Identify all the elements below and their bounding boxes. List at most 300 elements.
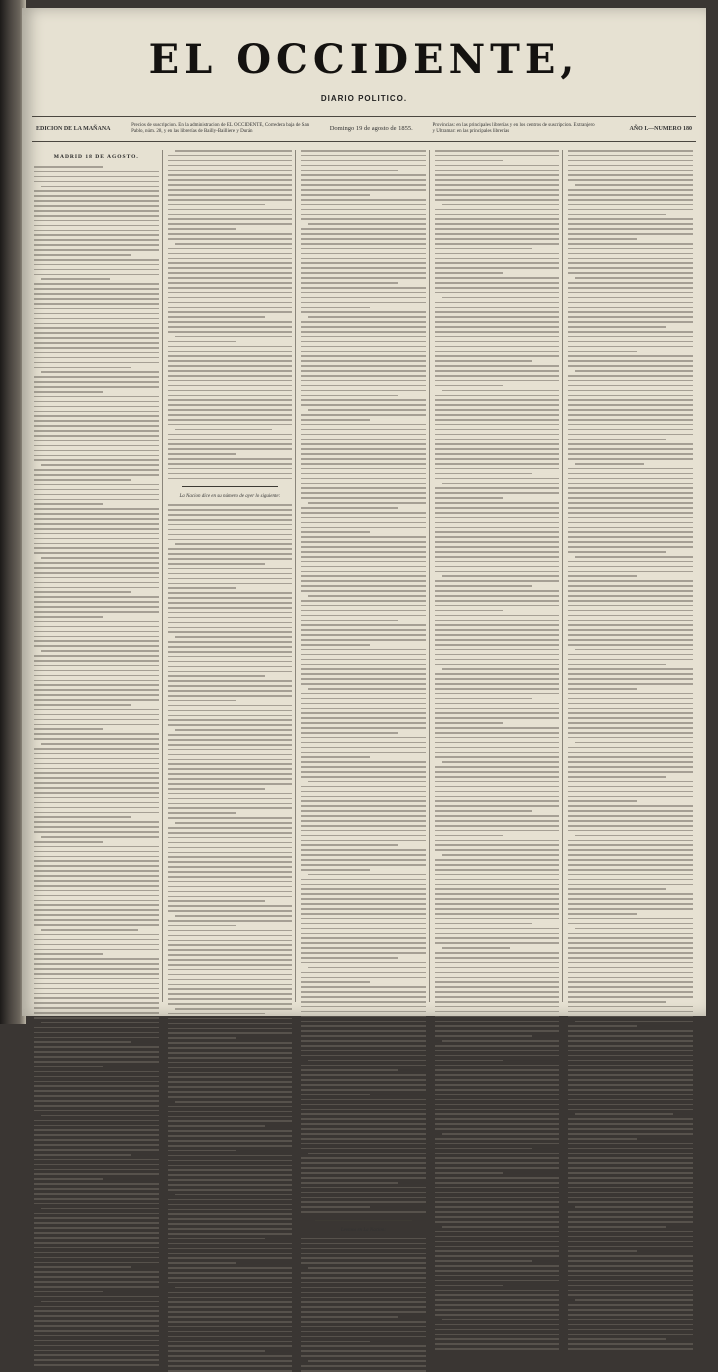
text-line	[308, 409, 426, 411]
text-line	[34, 841, 103, 843]
text-line	[34, 699, 159, 701]
text-line	[168, 1032, 293, 1034]
text-line	[168, 189, 293, 191]
text-line	[568, 590, 693, 592]
text-line	[34, 1335, 159, 1337]
text-line	[435, 1065, 560, 1067]
text-line	[301, 1331, 426, 1333]
text-line	[34, 1154, 131, 1156]
text-line	[301, 908, 426, 910]
text-line	[168, 282, 293, 284]
text-line	[34, 665, 159, 667]
text-line	[435, 223, 560, 225]
text-line	[568, 1104, 693, 1106]
text-line	[568, 952, 693, 954]
text-line	[168, 1116, 293, 1118]
text-line	[435, 879, 560, 881]
text-line	[34, 415, 159, 417]
text-line	[435, 160, 504, 162]
text-line	[34, 997, 159, 999]
text-line	[168, 759, 293, 761]
text-line	[34, 860, 159, 862]
text-line	[435, 1236, 560, 1238]
text-line	[568, 1001, 665, 1003]
text-line	[168, 1350, 265, 1352]
text-line	[301, 551, 426, 553]
text-line	[301, 898, 426, 900]
text-line	[568, 1069, 693, 1071]
text-line	[435, 375, 560, 377]
text-line	[568, 1246, 693, 1248]
text-line	[168, 1257, 293, 1259]
text-line	[568, 282, 693, 284]
text-line	[34, 259, 159, 261]
text-line	[301, 615, 426, 617]
text-line	[34, 1188, 159, 1190]
text-line	[301, 1365, 426, 1367]
text-line	[168, 1086, 293, 1088]
text-line	[301, 1104, 426, 1106]
text-line	[34, 1095, 159, 1097]
text-line	[301, 673, 426, 675]
text-line	[568, 1236, 693, 1238]
text-line	[34, 1046, 159, 1048]
text-line	[34, 694, 159, 696]
text-line	[435, 1016, 560, 1018]
text-line	[435, 360, 532, 362]
text-line	[435, 243, 560, 245]
text-line	[168, 267, 293, 269]
text-line	[34, 523, 159, 525]
text-line	[301, 194, 370, 196]
text-line	[568, 747, 693, 749]
text-line	[435, 942, 560, 944]
text-line	[435, 1201, 560, 1203]
text-line	[568, 854, 693, 856]
text-line	[34, 1271, 159, 1273]
text-line	[568, 223, 693, 225]
text-line	[34, 978, 159, 980]
text-line	[168, 984, 293, 986]
text-line	[34, 1012, 159, 1014]
text-line	[301, 443, 426, 445]
text-line	[568, 267, 693, 269]
text-line	[435, 341, 560, 343]
text-line	[301, 512, 426, 514]
text-line	[301, 727, 426, 729]
text-line	[568, 712, 693, 714]
text-line	[568, 986, 693, 988]
text-line	[168, 1321, 293, 1323]
text-line	[34, 753, 159, 755]
text-line	[568, 1123, 693, 1125]
text-line	[568, 840, 693, 842]
text-line	[168, 744, 293, 746]
text-line	[568, 668, 693, 670]
text-line	[301, 605, 426, 607]
text-line	[34, 826, 159, 828]
text-line	[568, 1055, 693, 1057]
text-line	[301, 531, 370, 533]
text-line	[568, 497, 693, 499]
text-line	[568, 1182, 693, 1184]
text-line	[435, 331, 560, 333]
text-line	[435, 796, 560, 798]
text-line	[435, 434, 560, 436]
text-line	[568, 664, 665, 666]
text-line	[168, 1311, 293, 1313]
text-line	[34, 552, 159, 554]
text-line	[168, 548, 293, 550]
text-line	[168, 597, 293, 599]
text-line	[168, 1067, 293, 1069]
text-line	[34, 323, 159, 325]
text-line	[568, 869, 693, 871]
subscription-points: Provincias: en las principales librerías y en los centros de suscripcion. Extranjero y Ultramar: en las principales librerías	[432, 123, 595, 134]
text-line	[568, 1045, 693, 1047]
text-line	[34, 719, 159, 721]
text-line	[442, 947, 511, 949]
text-line	[34, 1183, 159, 1185]
text-line	[34, 1350, 159, 1352]
text-line	[301, 815, 426, 817]
text-line	[34, 792, 159, 794]
text-line	[168, 1047, 293, 1049]
text-line	[168, 1150, 237, 1152]
text-line	[34, 293, 159, 295]
text-line	[435, 1060, 504, 1062]
text-line	[41, 743, 159, 745]
text-line	[34, 895, 159, 897]
text-line	[435, 1221, 560, 1223]
text-line	[568, 424, 693, 426]
text-line	[168, 935, 293, 937]
text-line	[568, 1074, 693, 1076]
text-line	[168, 297, 293, 299]
text-line	[301, 1079, 426, 1081]
text-line	[168, 1037, 237, 1039]
text-line	[568, 414, 693, 416]
text-line	[301, 424, 426, 426]
text-line	[435, 644, 560, 646]
text-line	[301, 1055, 426, 1057]
text-line	[34, 225, 159, 227]
text-line	[34, 875, 159, 877]
text-line	[435, 595, 560, 597]
text-line	[168, 307, 293, 309]
text-line	[568, 536, 693, 538]
text-line	[301, 307, 370, 309]
text-line	[34, 944, 159, 946]
text-line	[301, 155, 426, 157]
text-line	[435, 492, 560, 494]
text-line	[568, 727, 693, 729]
text-line	[301, 395, 398, 397]
text-line	[168, 179, 293, 181]
text-line	[34, 777, 159, 779]
text-line	[435, 463, 560, 465]
text-line	[435, 747, 560, 749]
text-line	[168, 827, 293, 829]
noticias-heading: La Nacion dice en su número de ayer lo siguiente:	[179, 494, 281, 500]
text-line	[435, 708, 560, 710]
text-line	[34, 645, 159, 647]
text-line	[168, 974, 293, 976]
text-line	[568, 688, 637, 690]
text-line	[301, 1123, 426, 1125]
text-line	[435, 678, 560, 680]
text-line	[568, 375, 693, 377]
text-line	[568, 1172, 693, 1174]
text-line	[568, 258, 693, 260]
text-line	[568, 967, 693, 969]
text-line	[568, 487, 693, 489]
text-line	[168, 1057, 293, 1059]
text-line	[435, 1162, 560, 1164]
text-line	[301, 302, 426, 304]
text-line	[301, 419, 370, 421]
text-line	[435, 693, 560, 695]
text-line	[168, 587, 237, 589]
text-line	[34, 386, 159, 388]
text-line	[575, 1206, 693, 1208]
text-line	[301, 1206, 370, 1208]
text-line	[568, 615, 693, 617]
text-line	[34, 709, 159, 711]
text-line	[435, 194, 560, 196]
text-line	[568, 1016, 693, 1018]
text-line	[435, 536, 560, 538]
text-line	[568, 551, 665, 553]
text-line	[568, 365, 693, 367]
text-line	[568, 199, 693, 201]
text-line	[301, 1355, 426, 1357]
text-line	[568, 360, 693, 362]
text-line	[568, 1211, 693, 1213]
text-line	[568, 864, 693, 866]
text-line	[435, 1094, 560, 1096]
text-line	[308, 1360, 426, 1362]
text-line	[301, 165, 426, 167]
text-line	[568, 346, 693, 348]
text-line	[568, 766, 693, 768]
text-line	[435, 414, 560, 416]
text-line	[168, 223, 293, 225]
text-line	[301, 703, 426, 705]
text-line	[568, 399, 693, 401]
text-line	[301, 321, 426, 323]
text-line	[34, 983, 159, 985]
text-line	[568, 600, 693, 602]
text-line	[568, 962, 693, 964]
text-line	[168, 311, 293, 313]
text-line	[168, 370, 293, 372]
info-bar	[32, 116, 696, 142]
text-line	[41, 1208, 159, 1210]
text-line	[568, 287, 693, 289]
text-line	[301, 923, 426, 925]
text-line	[168, 715, 293, 717]
text-line	[575, 835, 693, 837]
text-line	[568, 820, 693, 822]
text-line	[435, 556, 560, 558]
text-line	[168, 925, 237, 927]
text-line	[568, 683, 693, 685]
text-line	[168, 1028, 293, 1030]
text-line	[34, 904, 159, 906]
text-line	[301, 786, 426, 788]
edition-label: EDICION DE LA MAÑANA	[36, 126, 111, 132]
text-line	[568, 815, 693, 817]
text-line	[34, 1262, 159, 1264]
text-line	[435, 615, 560, 617]
text-line	[575, 928, 693, 930]
text-line	[34, 1222, 159, 1224]
text-line	[435, 326, 560, 328]
text-line	[568, 1084, 693, 1086]
text-line	[301, 1099, 426, 1101]
text-line	[435, 541, 560, 543]
text-line	[435, 649, 560, 651]
text-line	[435, 502, 560, 504]
text-line	[34, 264, 159, 266]
text-line	[435, 351, 560, 353]
text-line	[34, 499, 159, 501]
text-line	[34, 660, 159, 662]
text-line	[568, 272, 693, 274]
text-line	[168, 1052, 293, 1054]
text-line	[435, 1270, 560, 1272]
text-line	[168, 1184, 293, 1186]
text-line	[435, 209, 560, 211]
text-line	[168, 998, 293, 1000]
issue-date: Domingo 19 de agosto de 1855.	[329, 125, 413, 132]
text-line	[301, 712, 426, 714]
text-line	[568, 1099, 693, 1101]
text-line	[568, 717, 693, 719]
text-line	[301, 972, 426, 974]
text-line	[168, 739, 293, 741]
article-columns	[34, 150, 696, 1233]
text-line	[301, 644, 370, 646]
text-line	[301, 179, 426, 181]
text-line	[34, 200, 159, 202]
text-line	[41, 1022, 159, 1024]
text-line	[34, 587, 159, 589]
text-line	[301, 1341, 370, 1343]
text-line	[435, 756, 560, 758]
text-line	[301, 238, 426, 240]
text-line	[301, 546, 426, 548]
text-line	[34, 303, 159, 305]
text-line	[568, 443, 693, 445]
text-line	[308, 967, 426, 969]
text-line	[168, 218, 293, 220]
text-line	[301, 214, 426, 216]
text-line	[34, 601, 159, 603]
text-line	[301, 258, 426, 260]
text-line	[34, 821, 159, 823]
text-line	[568, 634, 693, 636]
text-line	[301, 346, 426, 348]
text-line	[435, 1216, 560, 1218]
text-line	[34, 1359, 159, 1361]
text-line	[301, 649, 426, 651]
text-line	[301, 629, 426, 631]
text-line	[301, 160, 426, 162]
text-line	[34, 768, 159, 770]
text-line	[568, 297, 693, 299]
text-line	[34, 582, 159, 584]
text-line	[34, 865, 159, 867]
text-line	[301, 297, 426, 299]
text-line	[168, 478, 293, 480]
text-line	[568, 1177, 693, 1179]
text-line	[435, 248, 532, 250]
text-line	[435, 825, 560, 827]
text-line	[435, 277, 560, 279]
text-line	[34, 406, 159, 408]
text-line	[435, 1246, 560, 1248]
text-line	[568, 1109, 693, 1111]
text-line	[168, 414, 293, 416]
text-line	[435, 1280, 560, 1282]
text-line	[34, 1090, 159, 1092]
text-line	[568, 991, 693, 993]
text-line	[301, 1006, 426, 1008]
text-line	[34, 1286, 159, 1288]
text-line	[568, 243, 693, 245]
text-line	[168, 695, 293, 697]
text-line	[34, 968, 159, 970]
text-line	[435, 512, 560, 514]
text-line	[34, 337, 159, 339]
text-line	[301, 1350, 426, 1352]
text-line	[34, 1306, 159, 1308]
text-line	[568, 796, 693, 798]
text-line	[575, 370, 693, 372]
text-line	[34, 1061, 159, 1063]
text-line	[301, 1089, 426, 1091]
text-line	[301, 267, 426, 269]
text-line	[568, 884, 693, 886]
text-line	[568, 228, 693, 230]
text-line	[568, 1079, 693, 1081]
text-line	[168, 656, 293, 658]
text-line	[568, 492, 693, 494]
text-line	[435, 409, 560, 411]
text-line	[168, 214, 293, 216]
text-line	[301, 986, 426, 988]
text-line	[568, 409, 693, 411]
text-line	[168, 228, 237, 230]
text-line	[568, 580, 693, 582]
text-line	[301, 942, 426, 944]
text-line	[301, 1109, 426, 1111]
text-line	[301, 404, 426, 406]
text-line	[34, 1017, 159, 1019]
text-line	[34, 973, 159, 975]
text-line	[435, 590, 560, 592]
text-line	[168, 563, 265, 565]
text-line	[34, 909, 159, 911]
text-line	[168, 949, 293, 951]
text-line	[34, 626, 159, 628]
text-line	[575, 1113, 672, 1115]
text-line	[435, 835, 504, 837]
text-line	[168, 419, 293, 421]
text-line	[308, 595, 426, 597]
